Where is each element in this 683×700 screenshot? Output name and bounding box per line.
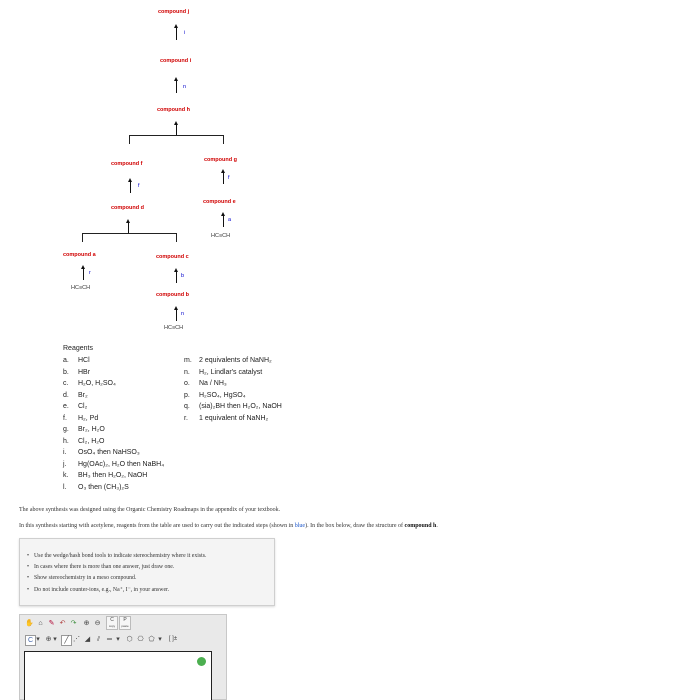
chevron-down-icon[interactable]: ▾ xyxy=(36,636,40,643)
step-n2-label: n xyxy=(181,311,185,317)
step-r-label: r xyxy=(89,270,91,276)
reagent-text: Hg(OAc)₂, H₂O then NaBH₄ xyxy=(78,460,165,468)
acetylene-bottom: HC≡CH xyxy=(164,325,184,331)
reagent-letter: n. xyxy=(184,368,190,376)
cyclopentane-ring-icon[interactable]: ⬠ xyxy=(148,636,155,643)
copy-label: C xyxy=(110,617,114,623)
chevron-down-icon[interactable]: ▾ xyxy=(116,636,120,643)
chevron-down-icon[interactable]: ▾ xyxy=(158,636,162,643)
arrow-h-to-i xyxy=(176,80,177,93)
reagent-letter: b. xyxy=(63,368,69,376)
reagent-letter: k. xyxy=(63,472,69,479)
single-bond-tool-icon[interactable]: ╱ xyxy=(61,635,72,646)
arrow-d-to-f xyxy=(130,181,131,193)
reagent-text: 2 equivalents of NaNH₂ xyxy=(199,357,272,364)
element-c-selector[interactable]: C xyxy=(25,635,36,646)
compound-a-label: compound a xyxy=(63,252,96,258)
bracket-h xyxy=(129,135,224,136)
reagent-text: BH₃ then H₂O₂, NaOH xyxy=(78,472,148,479)
bracket-h-right xyxy=(223,135,224,144)
reagent-letter: d. xyxy=(63,391,69,399)
compound-d-label: compound d xyxy=(111,205,144,211)
reagents-table xyxy=(63,345,323,495)
hint-item: • Show stereochemistry in a meso compound. xyxy=(34,575,136,581)
paste-label: P xyxy=(123,617,127,623)
reagent-text: H₂, Lindlar's catalyst xyxy=(199,368,263,376)
reagent-letter: h. xyxy=(63,437,69,445)
question-paragraph-1: The above synthesis was designed using the Organic Chemistry Roadmaps in the appendix of your textbook. xyxy=(19,507,281,513)
chevron-down-icon[interactable]: ▾ xyxy=(53,636,57,643)
compound-e-label: compound e xyxy=(203,199,236,205)
status-check-icon xyxy=(197,657,206,666)
paste-sublabel: paste xyxy=(121,624,129,628)
compound-c-label: compound c xyxy=(156,254,189,260)
reagent-letter: e. xyxy=(63,403,69,410)
drawing-canvas[interactable] xyxy=(24,651,212,700)
compound-f-label: compound f xyxy=(111,161,143,167)
bracket-tool[interactable]: [ ]± xyxy=(168,636,178,642)
step-a-label: a xyxy=(228,217,232,223)
reagent-letter: i. xyxy=(63,449,67,456)
arrow-i-to-j xyxy=(176,27,177,40)
arrow-e-to-g xyxy=(223,172,224,184)
reagent-letter: q. xyxy=(184,403,190,410)
reagent-text: O₃ then (CH₃)₂S xyxy=(78,483,129,491)
reagent-text: H₂SO₄, HgSO₄ xyxy=(199,391,246,399)
zoom-out-icon[interactable]: ⊖ xyxy=(94,620,101,627)
reagent-letter: l. xyxy=(63,483,67,491)
cyclohexane-ring-icon[interactable]: ⎔ xyxy=(137,636,144,643)
hash-bond-icon[interactable]: ⫽ xyxy=(96,636,101,643)
double-bond-icon[interactable]: ═ xyxy=(107,636,112,643)
bracket-d-left xyxy=(82,233,83,242)
reagent-letter: g. xyxy=(63,426,69,433)
copy-sublabel: copy xyxy=(108,624,116,628)
arrow-hc-to-e xyxy=(223,215,224,227)
redo-icon[interactable]: ↷ xyxy=(70,620,77,627)
structure-editor xyxy=(19,614,227,700)
paste-button[interactable] xyxy=(119,616,131,630)
undo-icon[interactable]: ↶ xyxy=(59,620,66,627)
target-compound: compound h xyxy=(404,523,437,529)
reagent-text: H₂, Pd xyxy=(78,414,99,422)
reagent-letter: o. xyxy=(184,380,190,387)
compound-b-label: compound b xyxy=(156,292,189,298)
bracket-h-left xyxy=(129,135,130,144)
acetylene-top: HC≡CH xyxy=(211,233,231,239)
reagent-text: OsO₄ then NaHSO₃ xyxy=(78,449,140,456)
reagent-text: (sia)₂BH then H₂O₂, NaOH xyxy=(199,403,282,410)
question-text-b: ). In the box below, draw the structure of xyxy=(305,523,405,529)
reagent-letter: m. xyxy=(184,357,192,364)
compound-h-label: compound h xyxy=(157,107,190,113)
reagent-letter: a. xyxy=(63,357,69,364)
question-paragraph-2 xyxy=(19,523,438,529)
instructions-box xyxy=(19,538,275,606)
reagent-text: Cl₂, H₂O xyxy=(78,437,105,445)
benzene-ring-icon[interactable]: ⬡ xyxy=(126,636,133,643)
compound-i-label: compound i xyxy=(160,58,192,64)
reagent-text: H₂O, H₂SO₄ xyxy=(78,380,116,387)
arrow-hc-to-b xyxy=(176,309,177,321)
charge-plus-icon[interactable]: ⊕ xyxy=(45,636,52,643)
step-n1-label: n xyxy=(183,84,187,90)
arrow-to-d xyxy=(128,222,129,233)
reagent-text: Br₂, H₂O xyxy=(78,426,105,433)
eraser-tool-icon[interactable]: ✎ xyxy=(48,620,55,627)
reagent-text: HCl xyxy=(78,357,90,364)
reagent-text: Cl₂ xyxy=(78,403,88,410)
bracket-d-right xyxy=(176,233,177,242)
step-i-label: i xyxy=(184,30,186,36)
hand-tool-icon[interactable]: ✋ xyxy=(25,620,34,627)
question-text-end: . xyxy=(436,523,438,529)
bracket-d xyxy=(82,233,177,234)
reagent-letter: p. xyxy=(184,391,190,399)
reagent-letter: f. xyxy=(63,414,67,422)
reagent-text: 1 equivalent of NaNH₂ xyxy=(199,414,269,422)
acetylene-left: HC≡CH xyxy=(71,285,91,291)
compound-j-label: compound j xyxy=(158,9,190,15)
arrow-to-h xyxy=(176,124,177,135)
copy-button[interactable] xyxy=(106,616,118,630)
zoom-in-icon[interactable]: ⊕ xyxy=(83,620,90,627)
reagent-text: Br₂ xyxy=(78,391,88,399)
question-text-a: In this synthesis starting with acetylene, reagents from the table are used to carry out the indicated steps (shown in xyxy=(19,523,295,529)
compound-g-label: compound g xyxy=(204,157,237,163)
reagent-letter: c. xyxy=(63,380,69,387)
hint-item: • Use the wedge/hash bond tools to indicate stereochemistry where it exists. xyxy=(34,553,206,559)
wedge-bond-icon[interactable]: ◢ xyxy=(84,636,91,643)
reagent-letter: j. xyxy=(63,460,67,468)
reagent-letter: r. xyxy=(184,414,188,422)
arrow-b-to-c xyxy=(176,271,177,283)
arrow-hc-to-a xyxy=(83,268,84,280)
step-b-label: b xyxy=(181,273,185,279)
reagent-text: HBr xyxy=(78,368,91,376)
step-f-right-label: f xyxy=(228,175,230,181)
lasso-tool-icon[interactable]: ⌂ xyxy=(38,620,43,627)
blue-word: blue xyxy=(294,523,306,529)
hint-item: • In cases where there is more than one answer, just draw one. xyxy=(34,564,174,570)
step-f-left-label: f xyxy=(138,183,140,189)
reagent-text: Na / NH₃ xyxy=(199,380,227,387)
hint-item: • Do not include counter-ions, e.g., Na⁺, I⁻, in your answer. xyxy=(34,587,169,593)
chain-tool-icon[interactable]: ⋰ xyxy=(73,636,80,643)
reagents-title: Reagents xyxy=(63,345,93,352)
